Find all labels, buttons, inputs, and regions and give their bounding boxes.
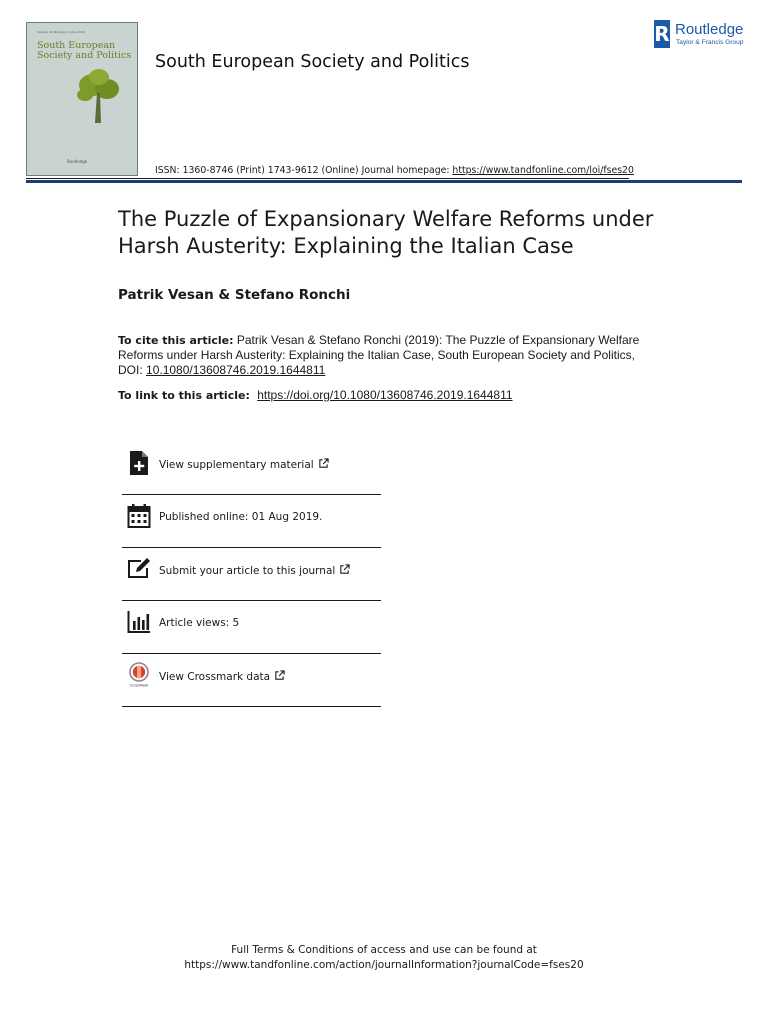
calendar-icon xyxy=(127,503,151,529)
terms-url[interactable]: https://www.tandfonline.com/action/journalInformation?journalCode=fses20 xyxy=(184,959,584,971)
published-online-text: Published online: 01 Aug 2019. xyxy=(159,511,323,523)
crossmark-row[interactable] xyxy=(122,654,381,707)
article-link-label: To link to this article: xyxy=(118,389,250,402)
cover-publisher-logo: Routledge xyxy=(67,159,88,164)
header-divider-thin xyxy=(26,178,629,179)
issn-line xyxy=(155,165,634,176)
article-info-list xyxy=(122,442,381,707)
article-authors: Patrik Vesan & Stefano Ronchi xyxy=(118,287,351,303)
publisher-name: Routledge xyxy=(675,21,744,38)
submit-article-label: Submit your article to this journal xyxy=(159,565,336,577)
cover-title xyxy=(37,41,133,61)
journal-cover-image xyxy=(26,22,138,176)
published-online-row xyxy=(122,495,381,548)
supplementary-material-link[interactable] xyxy=(159,458,329,471)
citation-doi-link[interactable]: 10.1080/13608746.2019.1644811 xyxy=(146,363,326,377)
header-divider xyxy=(26,180,742,183)
terms-footer xyxy=(0,943,768,973)
submit-article-link[interactable] xyxy=(159,564,350,577)
cover-title-line1: South European xyxy=(37,40,116,51)
cover-title-line2: Society and Politics xyxy=(37,50,132,61)
tree-icon xyxy=(71,63,127,133)
bar-chart-icon xyxy=(127,609,151,635)
publisher-group: Taylor & Francis Group xyxy=(676,39,744,46)
svg-text:CrossMark: CrossMark xyxy=(129,683,149,688)
crossmark-icon xyxy=(127,662,151,688)
external-link-icon xyxy=(339,564,350,575)
article-link-line xyxy=(118,388,513,402)
publisher-logo[interactable] xyxy=(654,20,754,50)
article-doi-url[interactable]: https://doi.org/10.1080/13608746.2019.1644811 xyxy=(257,388,513,402)
cover-volume-text: Volume 24 Number 2 June 2019 xyxy=(37,30,85,34)
journal-homepage-link[interactable]: https://www.tandfonline.com/loi/fses20 xyxy=(452,165,634,176)
routledge-r-icon: R xyxy=(654,22,670,46)
submit-article-row[interactable] xyxy=(122,548,381,601)
edit-icon xyxy=(127,556,151,582)
supplementary-material-row[interactable] xyxy=(122,442,381,495)
citation-label: To cite this article: xyxy=(118,334,234,347)
terms-text: Full Terms & Conditions of access and use can be found at xyxy=(231,944,537,956)
issn-text: ISSN: 1360-8746 (Print) 1743-9612 (Online) Journal homepage: xyxy=(155,165,453,176)
crossmark-label: View Crossmark data xyxy=(159,671,271,683)
citation-text: Patrik Vesan & Stefano Ronchi (2019): The Puzzle of Expansionary Welfare Reforms under Harsh Austerity: Explaining the Italian Case, South European Society and Politics, DOI: xyxy=(118,333,640,377)
journal-name[interactable]: South European Society and Politics xyxy=(155,52,470,72)
crossmark-link[interactable] xyxy=(159,670,285,683)
article-title: The Puzzle of Expansionary Welfare Reforms under Harsh Austerity: Explaining the Italian Case xyxy=(118,207,654,258)
external-link-icon xyxy=(274,670,285,681)
article-views-text: Article views: 5 xyxy=(159,617,240,629)
citation-block xyxy=(118,333,648,378)
file-plus-icon xyxy=(127,450,151,476)
external-link-icon xyxy=(318,458,329,469)
article-views-row xyxy=(122,601,381,654)
supplementary-material-label: View supplementary material xyxy=(159,459,314,471)
